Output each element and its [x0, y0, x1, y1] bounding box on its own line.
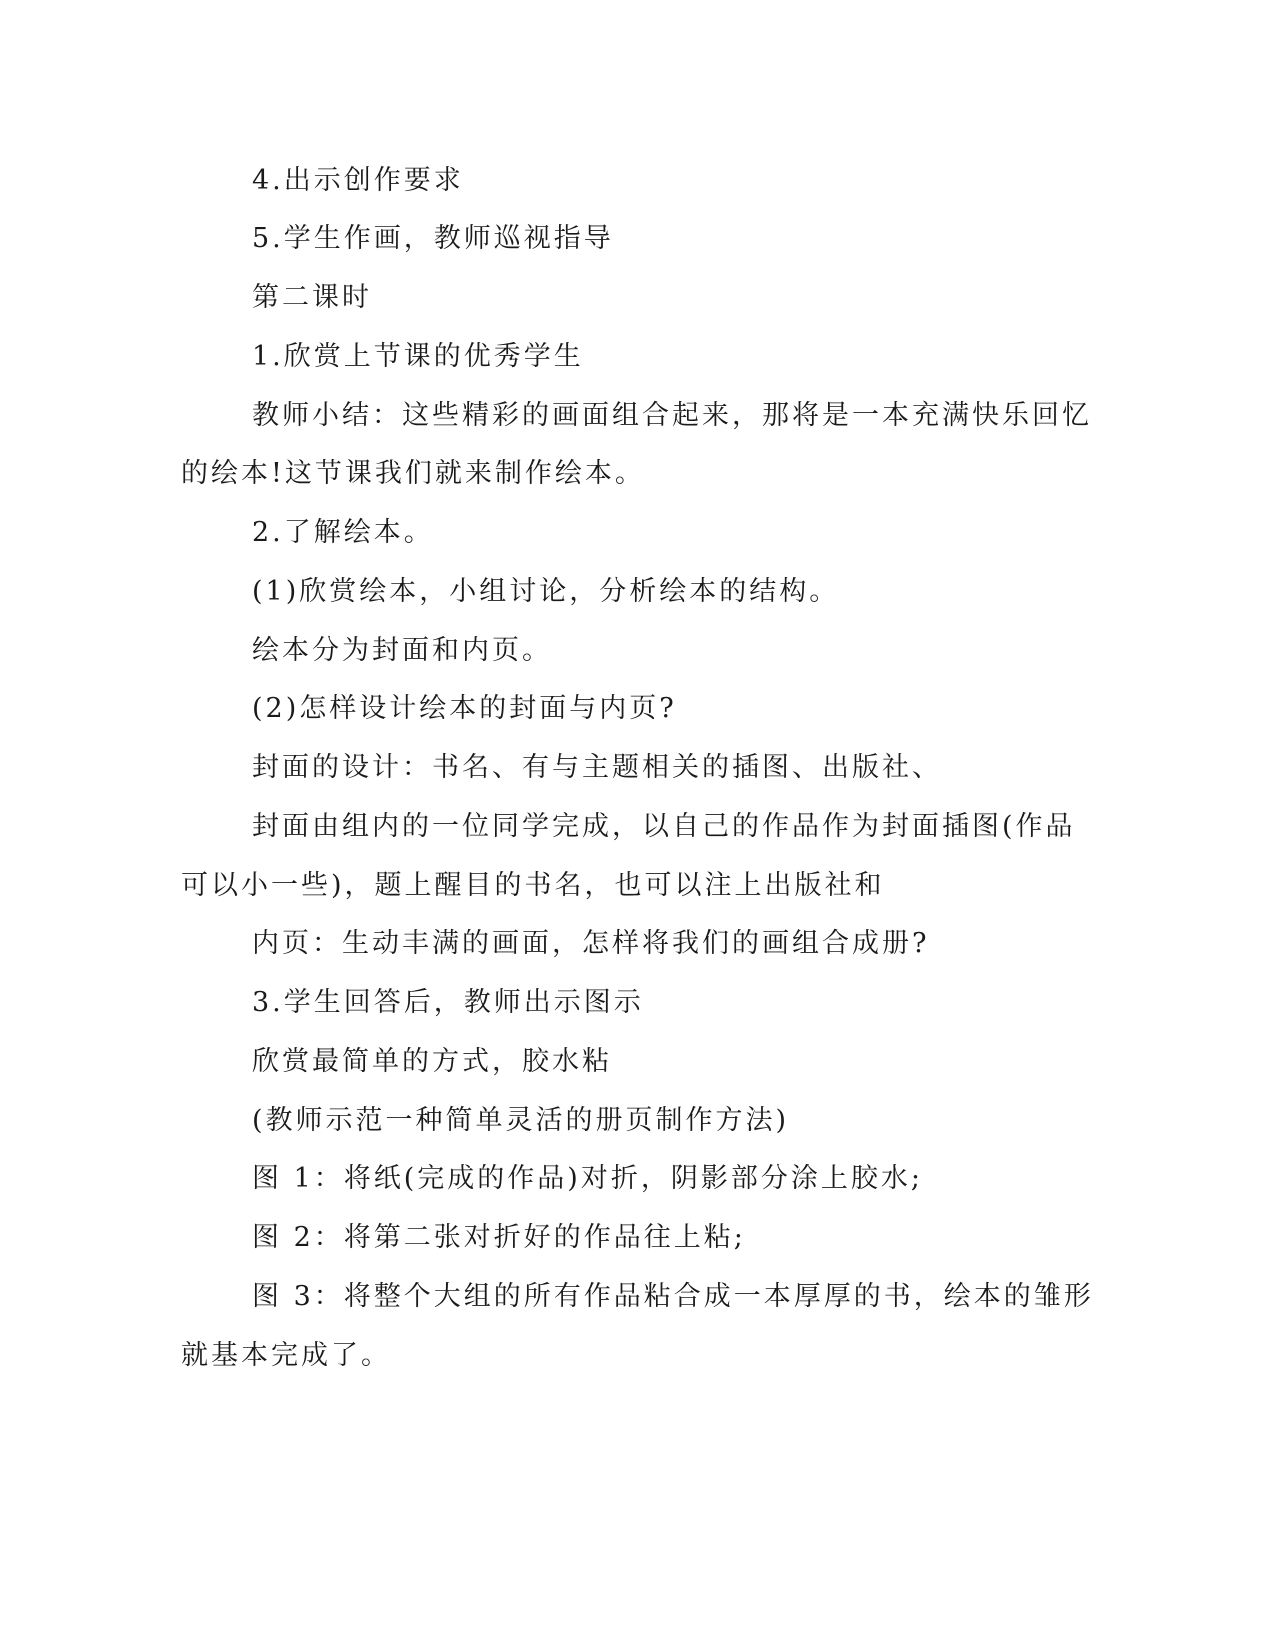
sub-step-2-line: (2)怎样设计绘本的封面与内页?: [252, 693, 677, 724]
step-1-line: 1.欣赏上节课的优秀学生: [252, 341, 584, 372]
figure-2-line: 图 2：将第二张对折好的作品往上粘;: [252, 1222, 746, 1253]
cover-completion-line: 封面由组内的一位同学完成，以自己的作品作为封面插图(作品: [252, 811, 1076, 842]
cover-completion-continuation: 可以小一些)，题上醒目的书名，也可以注上出版社和: [181, 870, 885, 901]
step-3-line: 3.学生回答后，教师出示图示: [252, 987, 644, 1018]
sub-step-1-line: (1)欣赏绘本，小组讨论，分析绘本的结构。: [252, 576, 840, 607]
book-structure-line: 绘本分为封面和内页。: [252, 635, 552, 666]
figure-3-continuation: 就基本完成了。: [181, 1340, 391, 1371]
simple-method-line: 欣赏最简单的方式，胶水粘: [252, 1046, 612, 1077]
step-4-line: 4.出示创作要求: [252, 165, 464, 196]
teacher-demo-line: (教师示范一种简单灵活的册页制作方法): [252, 1105, 790, 1136]
second-lesson-heading: 第二课时: [252, 282, 372, 313]
figure-1-line: 图 1：将纸(完成的作品)对折，阴影部分涂上胶水;: [252, 1163, 923, 1194]
cover-design-line: 封面的设计：书名、有与主题相关的插图、出版社、: [252, 752, 942, 783]
step-2-line: 2.了解绘本。: [252, 517, 434, 548]
teacher-summary-continuation: 的绘本!这节课我们就来制作绘本。: [181, 458, 645, 489]
teacher-summary-line: 教师小结：这些精彩的画面组合起来，那将是一本充满快乐回忆: [252, 400, 1092, 431]
figure-3-line: 图 3：将整个大组的所有作品粘合成一本厚厚的书，绘本的雏形: [252, 1281, 1094, 1312]
inner-pages-line: 内页：生动丰满的画面，怎样将我们的画组合成册?: [252, 928, 930, 959]
step-5-line: 5.学生作画，教师巡视指导: [252, 223, 614, 254]
